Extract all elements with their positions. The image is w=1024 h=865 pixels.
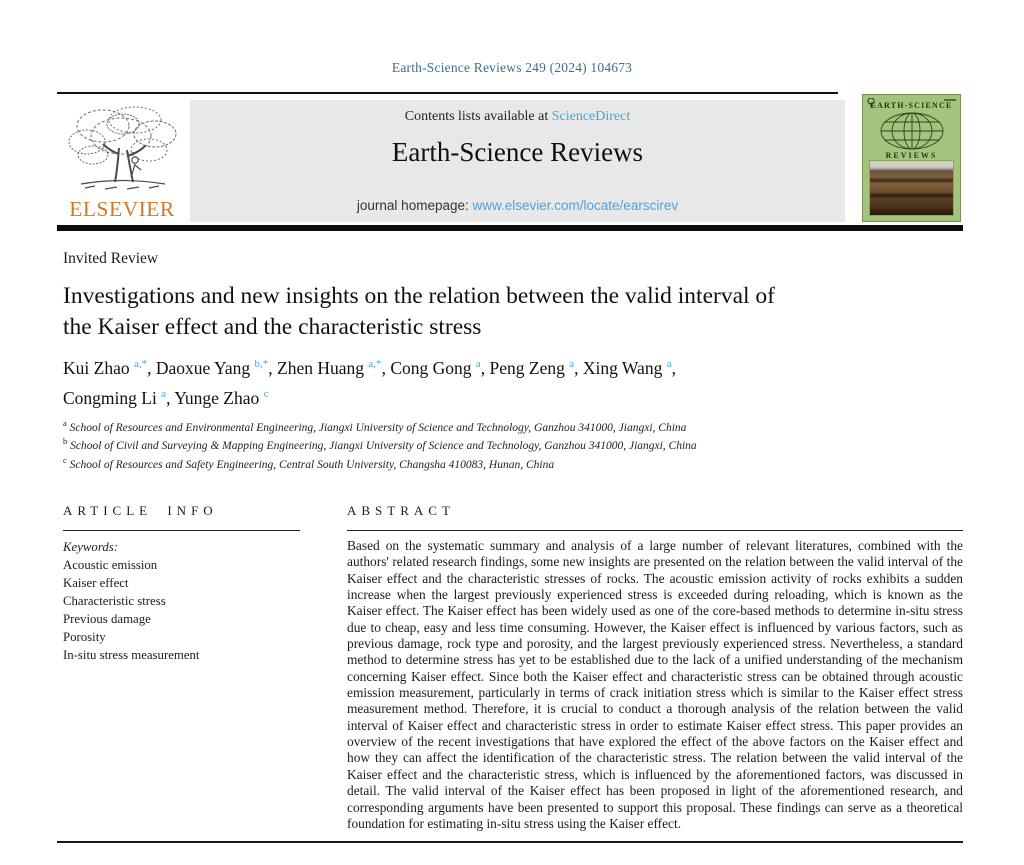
- article-title-line: the Kaiser effect and the characteristic stress: [63, 314, 482, 340]
- abstract-column: [347, 503, 963, 832]
- sciencedirect-link[interactable]: ScienceDirect: [551, 109, 631, 124]
- affiliation: $^b$ School of Civil and Surveying & Mapping Engineering, Jiangxi University of Science and Technology, Ganzhou 341000, Jiangxi, China: [63, 436, 697, 453]
- author: Daoxue Yang $^{b,*}$: [155, 357, 269, 378]
- author-affiliation-sup: a: [161, 387, 167, 400]
- author: Peng Zeng $^a$: [489, 357, 575, 378]
- header-top-rule: [57, 92, 838, 94]
- cover-title-bottom: REVIEWS: [885, 151, 938, 160]
- cover-rock-photo: [869, 160, 954, 216]
- article-info-column: [63, 503, 313, 664]
- article-info-heading: ARTICLE INFO: [63, 503, 218, 518]
- author: Cong Gong $^a$: [390, 357, 481, 378]
- elsevier-logo: [58, 102, 186, 222]
- keyword-item: Acoustic emission: [63, 558, 158, 572]
- author: Congming Li $^a$: [63, 387, 167, 408]
- affiliation-sup: a: [63, 418, 67, 428]
- author: Kui Zhao $^{a,*}$: [63, 357, 148, 378]
- keyword-item: Kaiser effect: [63, 576, 129, 590]
- cover-title-top: EARTH-SCIENCE: [870, 101, 953, 110]
- author-line: Kui Zhao $^{a,*}$, Daoxue Yang $^{b,*}$, Zhen Huang $^{a,*}$, Cong Gong $^a$, Peng Zeng $^a$, Xing Wang $^a$,: [63, 357, 676, 378]
- cover-mini-tree-icon: [867, 98, 875, 108]
- keyword-list: [63, 556, 313, 664]
- affiliation: $^c$ School of Resources and Safety Engineering, Central South University, Changsha 410083, Hunan, China: [63, 454, 555, 471]
- article-type-label: Invited Review: [63, 250, 159, 267]
- author-list: [63, 351, 943, 411]
- author-affiliation-sup: b,*: [254, 358, 269, 370]
- author-affiliation-sup: a: [666, 358, 672, 370]
- contents-line: [190, 109, 845, 125]
- keywords-label: Keywords:: [63, 540, 118, 554]
- cover-globe-icon: [878, 111, 946, 151]
- author: Yunge Zhao $^c$: [174, 387, 269, 408]
- article-info-rule: [63, 530, 300, 531]
- article-title: [63, 281, 923, 343]
- abstract-bottom-rule: [57, 841, 963, 843]
- affiliation-list: [63, 417, 943, 472]
- keyword-item: In-situ stress measurement: [63, 648, 200, 662]
- journal-cover-thumbnail: [862, 94, 961, 222]
- elsevier-wordmark: ELSEVIER: [69, 197, 175, 221]
- abstract-heading: ABSTRACT: [347, 503, 455, 518]
- keyword-item: Previous damage: [63, 612, 151, 626]
- homepage-link[interactable]: www.elsevier.com/locate/earscirev: [472, 198, 679, 213]
- affiliation-sup: c: [63, 454, 67, 465]
- affiliation-sup: b: [63, 436, 68, 447]
- abstract-rule: [347, 530, 963, 531]
- abstract-text: Based on the systematic summary and analysis of a large number of relevant literatures, combined with the authors' related research findings, some new insights are presented on the relation between the valid interval of the Kaiser effect and the characteristic stresses of rocks. The acoustic emission activity of rocks exhibits a sudden increase when the largest previously experienced stress is exceeded during reloading, which is known as the Kaiser effect. The Kaiser effect has been widely used as one of the core-based methods to determine in-situ stress due to cheap, easy and less time consuming. However, the Kaiser effect is influenced by various factors, such as previous damage, rock type and porosity, and the largest previously experienced stress. Nevertheless, a standard method to determine stress has yet to be established due to the lack of a unified understanding of the mechanism concerning Kaiser effect. Since both the Kaiser effect and characteristic stress can be obtained through acoustic emission measurement, particularly in terms of crack initiation stress which is similar to the Kaiser effect stress measurement method. Therefore, it is crucial to conduct a thorough analysis of the relation between the valid interval of Kaiser effect and characteristic stress in order to estimate Kaiser effect stress. This paper provides an overview of the recent investigations that have explored the effect of the above factors on the Kaiser effect and how they can affect the identification of the characteristic stress. The relation between the valid interval of the Kaiser effect and the characteristic stress, which is influenced by the aforementioned factors, was discussed in detail. The valid interval of the Kaiser effect has been proposed in light of the aforementioned research, and corresponding arguments have been presented to support this proposal. These findings can serve as a theoretical foundation for estimating in-situ stress using the Kaiser effect.: [347, 538, 963, 831]
- author-affiliation-sup: a,*: [368, 358, 382, 370]
- keywords-block: [63, 538, 313, 664]
- author-line: Congming Li $^a$, Yunge Zhao $^c$: [63, 387, 269, 408]
- author-affiliation-sup: a: [475, 358, 481, 370]
- header-thick-bar: [57, 225, 963, 231]
- affiliation: $^a$ School of Resources and Environmental Engineering, Jiangxi University of Science and Technology, Ganzhou 341000, Jiangxi, China: [63, 418, 687, 434]
- homepage-line: [190, 198, 845, 213]
- author-affiliation-sup: a,*: [133, 358, 148, 370]
- author: Xing Wang $^a$: [582, 357, 672, 378]
- elsevier-tree-icon: [61, 102, 183, 196]
- author-affiliation-sup: c: [263, 387, 269, 400]
- journal-citation: Earth-Science Reviews 249 (2024) 104673: [391, 60, 633, 75]
- homepage-prefix: journal homepage:: [356, 198, 473, 213]
- contents-prefix: Contents lists available at: [404, 109, 552, 124]
- cover-volume-mark: [944, 99, 956, 101]
- journal-title: Earth-Science Reviews: [391, 137, 644, 167]
- keyword-item: Porosity: [63, 630, 106, 644]
- author-affiliation-sup: a: [569, 358, 575, 370]
- journal-banner: [190, 100, 845, 222]
- article-title-line: Investigations and new insights on the relation between the valid interval of: [63, 283, 775, 309]
- keyword-item: Characteristic stress: [63, 594, 166, 608]
- author: Zhen Huang $^{a,*}$: [277, 357, 382, 378]
